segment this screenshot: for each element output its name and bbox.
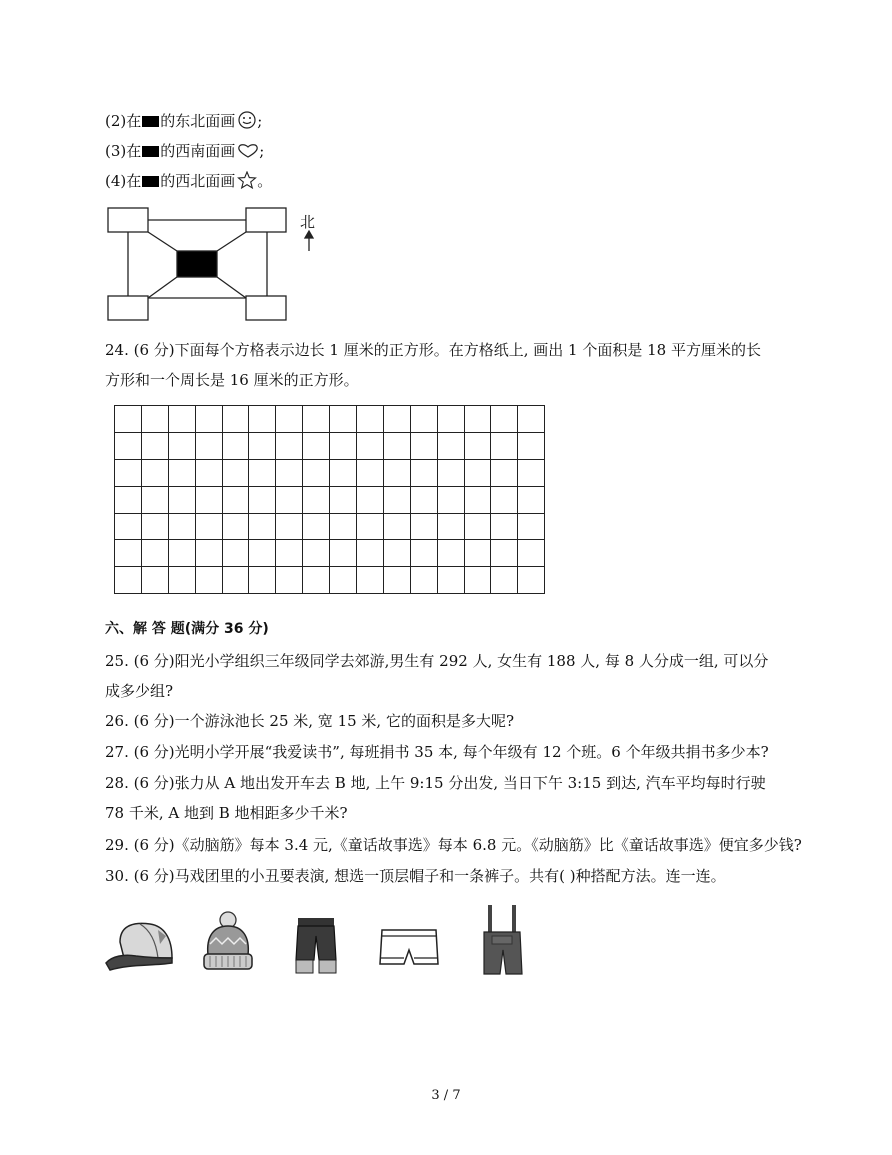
- grid-cell[interactable]: [383, 486, 410, 513]
- grid-cell[interactable]: [491, 486, 518, 513]
- grid-cell[interactable]: [195, 486, 222, 513]
- grid-cell[interactable]: [115, 513, 142, 540]
- grid-cell[interactable]: [168, 513, 195, 540]
- grid-cell[interactable]: [357, 567, 384, 594]
- diagram-edge: [148, 277, 177, 298]
- grid-cell[interactable]: [357, 432, 384, 459]
- instruction-text: 的西北面画: [160, 172, 236, 190]
- diagram-box-se: [246, 296, 286, 320]
- grid-cell[interactable]: [303, 459, 330, 486]
- grid-cell[interactable]: [168, 486, 195, 513]
- question-29: [105, 835, 802, 855]
- grid-cell[interactable]: [141, 513, 168, 540]
- knit-hat-icon[interactable]: [204, 912, 252, 969]
- diagram-edge: [217, 232, 246, 251]
- grid-cell[interactable]: [276, 567, 303, 594]
- grid-cell[interactable]: [518, 513, 545, 540]
- grid-cell[interactable]: [437, 406, 464, 433]
- grid-cell[interactable]: [222, 432, 249, 459]
- grid-cell[interactable]: [276, 513, 303, 540]
- grid-cell[interactable]: [168, 432, 195, 459]
- grid-cell[interactable]: [518, 459, 545, 486]
- grid-cell[interactable]: [464, 432, 491, 459]
- grid-row: [115, 459, 545, 486]
- grid-row: [115, 406, 545, 433]
- black-square-icon: [142, 176, 159, 187]
- grid-cell[interactable]: [410, 406, 437, 433]
- grid-cell[interactable]: [115, 540, 142, 567]
- black-square-icon: [142, 116, 159, 127]
- grid-cell[interactable]: [518, 540, 545, 567]
- diagram-box-nw: [108, 208, 148, 232]
- north-label: 北: [300, 213, 316, 231]
- clothing-row: [100, 900, 540, 985]
- grid-cell[interactable]: [195, 406, 222, 433]
- question-26-line1: 26. (6 分)一个游泳池长 25 米, 宽 15 米, 它的面积是多大呢?: [105, 712, 515, 730]
- grid-cell[interactable]: [518, 406, 545, 433]
- grid-cell[interactable]: [195, 432, 222, 459]
- grid-cell[interactable]: [383, 432, 410, 459]
- diagram-box-ne: [246, 208, 286, 232]
- grid-cell[interactable]: [141, 406, 168, 433]
- star-icon: [237, 171, 257, 194]
- grid-cell[interactable]: [491, 432, 518, 459]
- grid-cell[interactable]: [115, 459, 142, 486]
- black-square-icon: [142, 146, 159, 157]
- grid-cell[interactable]: [437, 540, 464, 567]
- instruction-3: [105, 141, 264, 164]
- shorts-icon[interactable]: [380, 930, 438, 964]
- grid-cell[interactable]: [464, 486, 491, 513]
- grid-cell[interactable]: [276, 406, 303, 433]
- instruction-2: [105, 111, 262, 134]
- instruction-text: 的西南面画: [160, 142, 236, 160]
- grid-cell[interactable]: [383, 513, 410, 540]
- grid-cell[interactable]: [491, 567, 518, 594]
- grid-cell[interactable]: [303, 567, 330, 594]
- grid-cell[interactable]: [195, 567, 222, 594]
- grid-cell[interactable]: [464, 540, 491, 567]
- grid-cell[interactable]: [303, 486, 330, 513]
- grid-cell[interactable]: [141, 540, 168, 567]
- grid-cell[interactable]: [330, 486, 357, 513]
- diagram-edge: [217, 277, 246, 298]
- grid-cell[interactable]: [249, 432, 276, 459]
- instruction-prefix: (2)在: [105, 112, 142, 130]
- grid-cell[interactable]: [464, 513, 491, 540]
- question-25-line1: 25. (6 分)阳光小学组织三年级同学去郊游,男生有 292 人, 女生有 188 人, 每 8 人分成一组, 可以分: [105, 652, 769, 670]
- instruction-suffix: ;: [257, 112, 263, 130]
- north-arrowhead-icon: [305, 231, 313, 238]
- grid-cell[interactable]: [168, 567, 195, 594]
- grid-cell[interactable]: [168, 406, 195, 433]
- grid-cell[interactable]: [410, 432, 437, 459]
- grid-cell[interactable]: [222, 459, 249, 486]
- grid-cell[interactable]: [276, 432, 303, 459]
- grid-cell[interactable]: [383, 406, 410, 433]
- grid-cell[interactable]: [276, 459, 303, 486]
- grid-cell[interactable]: [141, 459, 168, 486]
- grid-cell[interactable]: [195, 459, 222, 486]
- grid-cell[interactable]: [222, 567, 249, 594]
- grid-cell[interactable]: [330, 406, 357, 433]
- grid-cell[interactable]: [168, 540, 195, 567]
- diagram-center-box: [177, 251, 217, 277]
- grid-cell[interactable]: [464, 567, 491, 594]
- grid-cell[interactable]: [357, 406, 384, 433]
- grid-cell[interactable]: [491, 513, 518, 540]
- grid-cell[interactable]: [410, 540, 437, 567]
- question-24-line2: 方形和一个周长是 16 厘米的正方形。: [105, 371, 359, 389]
- grid-cell[interactable]: [464, 406, 491, 433]
- grid-cell[interactable]: [410, 513, 437, 540]
- question-28-line1: 28. (6 分)张力从 A 地出发开车去 B 地, 上午 9:15 分出发, 当日下午 3:15 到达, 汽车平均每时行驶: [105, 774, 766, 792]
- instruction-4: [105, 171, 272, 194]
- overalls-icon[interactable]: [484, 905, 522, 974]
- grid-cell[interactable]: [249, 459, 276, 486]
- grid-cell[interactable]: [437, 513, 464, 540]
- grid-cell[interactable]: [115, 567, 142, 594]
- grid-cell[interactable]: [383, 540, 410, 567]
- grid-cell[interactable]: [383, 567, 410, 594]
- grid-cell[interactable]: [330, 513, 357, 540]
- long-pants-icon[interactable]: [296, 918, 336, 973]
- instruction-prefix: (3)在: [105, 142, 142, 160]
- smiley-icon: [237, 111, 257, 134]
- grid-cell[interactable]: [491, 540, 518, 567]
- grid-cell[interactable]: [276, 486, 303, 513]
- grid-cell[interactable]: [303, 406, 330, 433]
- grid-cell[interactable]: [249, 406, 276, 433]
- question-28-line2: 78 千米, A 地到 B 地相距多少千米?: [105, 804, 348, 822]
- grid-cell[interactable]: [330, 459, 357, 486]
- grid-cell[interactable]: [330, 540, 357, 567]
- grid-cell[interactable]: [303, 432, 330, 459]
- instruction-suffix: 。: [257, 172, 273, 190]
- grid-row: [115, 432, 545, 459]
- instruction-text: 的东北面画: [160, 112, 236, 130]
- instruction-prefix: (4)在: [105, 172, 142, 190]
- question-25-line2: 成多少组?: [105, 682, 174, 700]
- grid-cell[interactable]: [330, 567, 357, 594]
- grid-cell[interactable]: [357, 486, 384, 513]
- baseball-cap-icon[interactable]: [106, 923, 172, 970]
- grid-cell[interactable]: [249, 567, 276, 594]
- grid-cell[interactable]: [437, 567, 464, 594]
- grid-cell[interactable]: [168, 459, 195, 486]
- grid-cell[interactable]: [222, 486, 249, 513]
- grid-cell[interactable]: [357, 540, 384, 567]
- grid-cell[interactable]: [518, 432, 545, 459]
- question-30-line1: 30. (6 分)马戏团里的小丑要表演, 想选一顶层帽子和一条裤子。共有( )种搭配方法。连一连。: [105, 867, 726, 885]
- grid-cell[interactable]: [115, 432, 142, 459]
- question-28: [105, 773, 795, 823]
- diagram-edge: [148, 232, 177, 251]
- page-number: 3 / 7: [431, 1088, 461, 1103]
- grid-cell[interactable]: [491, 459, 518, 486]
- grid-cell[interactable]: [249, 540, 276, 567]
- grid-row: [115, 513, 545, 540]
- question-27: [105, 742, 795, 762]
- grid-cell[interactable]: [249, 486, 276, 513]
- grid-cell[interactable]: [357, 459, 384, 486]
- grid-cell[interactable]: [330, 432, 357, 459]
- section-6-title: 六、解 答 题(满分 36 分): [105, 621, 269, 637]
- grid-row: [115, 567, 545, 594]
- grid-cell[interactable]: [195, 540, 222, 567]
- grid-cell[interactable]: [115, 486, 142, 513]
- grid-cell[interactable]: [141, 567, 168, 594]
- question-24: [105, 340, 795, 390]
- grid-cell[interactable]: [276, 540, 303, 567]
- grid-cell[interactable]: [491, 406, 518, 433]
- grid-cell[interactable]: [437, 432, 464, 459]
- grid-cell[interactable]: [518, 486, 545, 513]
- grid-cell[interactable]: [195, 513, 222, 540]
- question-30: [105, 866, 795, 886]
- grid-cell[interactable]: [383, 459, 410, 486]
- grid-cell[interactable]: [222, 406, 249, 433]
- diagram-box-sw: [108, 296, 148, 320]
- grid-cell[interactable]: [437, 486, 464, 513]
- grid-cell[interactable]: [437, 459, 464, 486]
- grid-cell[interactable]: [410, 486, 437, 513]
- square-grid[interactable]: [114, 405, 545, 594]
- heart-icon: [237, 143, 259, 164]
- question-24-line1: 24. (6 分)下面每个方格表示边长 1 厘米的正方形。在方格纸上, 画出 1 个面积是 18 平方厘米的长: [105, 341, 761, 359]
- grid-cell[interactable]: [141, 432, 168, 459]
- grid-row: [115, 540, 545, 567]
- grid-cell[interactable]: [410, 567, 437, 594]
- question-29-line1: 29. (6 分)《动脑筋》每本 3.4 元,《童话故事选》每本 6.8 元。《动脑筋》比《童话故事选》便宜多少钱?: [105, 836, 802, 854]
- grid-cell[interactable]: [518, 567, 545, 594]
- grid-cell[interactable]: [464, 459, 491, 486]
- grid-cell[interactable]: [357, 513, 384, 540]
- grid-cell[interactable]: [222, 540, 249, 567]
- grid-cell[interactable]: [303, 513, 330, 540]
- grid-cell[interactable]: [249, 513, 276, 540]
- position-diagram: [100, 200, 340, 325]
- instruction-suffix: ;: [259, 142, 265, 160]
- question-25: [105, 651, 795, 701]
- grid-cell[interactable]: [410, 459, 437, 486]
- grid-row: [115, 486, 545, 513]
- grid-cell[interactable]: [222, 513, 249, 540]
- grid-cell[interactable]: [115, 406, 142, 433]
- question-26: [105, 711, 795, 731]
- grid-cell[interactable]: [303, 540, 330, 567]
- question-27-line1: 27. (6 分)光明小学开展“我爱读书”, 每班捐书 35 本, 每个年级有 12 个班。6 个年级共捐书多少本?: [105, 743, 769, 761]
- grid-cell[interactable]: [141, 486, 168, 513]
